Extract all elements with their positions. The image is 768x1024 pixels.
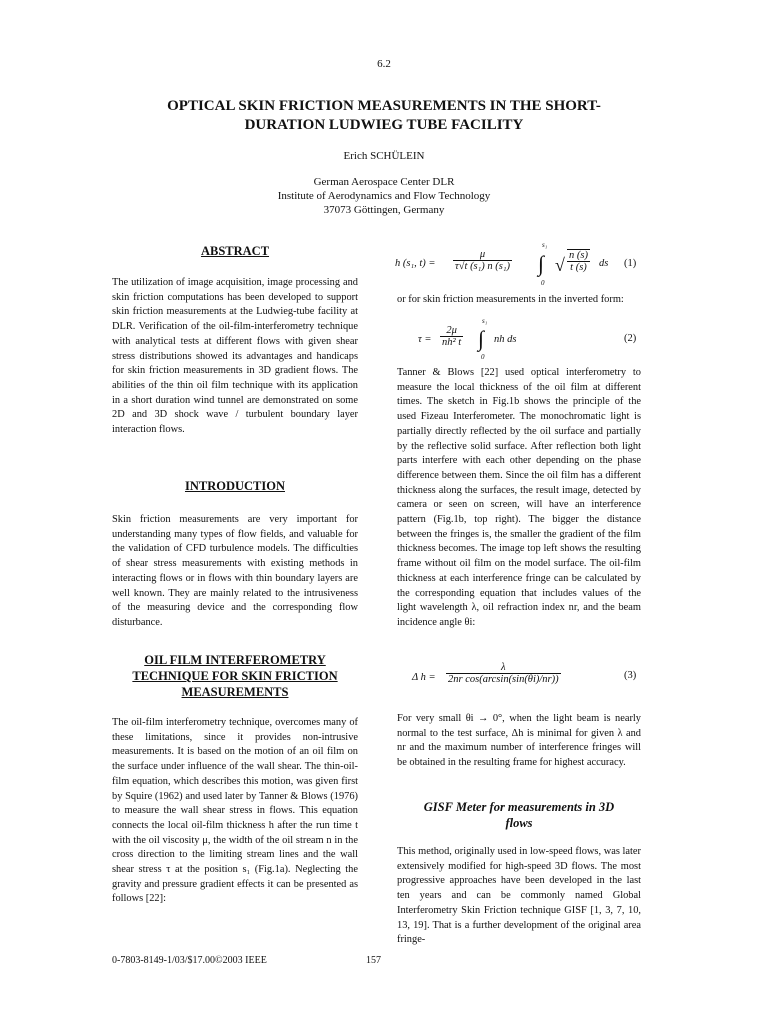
eq2-numerator: 2μ	[440, 325, 463, 337]
affiliation-line: Institute of Aerodynamics and Flow Technology	[277, 190, 491, 202]
eq1-root-denominator: t (s)	[570, 262, 587, 273]
eq1-root-numerator: n (s)	[569, 250, 588, 261]
eq2-number: (2)	[624, 333, 637, 344]
right-paragraph-3	[397, 712, 641, 771]
abstract-paragraph: The utilization of image acquisition, image processing and skin friction computations has been developed to support skin friction measurements at the Ludwieg-tube facility at DLR. Verification of the oil-film-interferometry technique with analytical tests at different flows with given shear stress distributions showed its advantages and handicaps for skin friction measurements in 3D gradient flows. The abilities of the thin oil film technique with its application in a short duration wind tunnel are demonstrated on some 2D and 3D shock wave / turbulent boundary layer interaction flows.	[112, 277, 358, 436]
eq1-fraction	[453, 249, 512, 272]
oil-heading-line-3: MEASUREMENTS	[181, 685, 289, 699]
eq1-integral-sign: ∫	[538, 251, 545, 276]
eq1-root-fraction	[567, 249, 590, 273]
affiliation-line: German Aerospace Center DLR	[313, 176, 455, 188]
abstract-heading: ABSTRACT	[200, 244, 270, 258]
eq1-lhs: h (s₁, t) =	[395, 258, 436, 269]
eq2-lhs: τ =	[418, 334, 432, 345]
interferometry-text: Tanner & Blows [22] used optical interferometry to measure the local thickness of the oil film at different times. The sketch in Fig.1b shows the principle of the used Fizeau Interferometer. The monochromatic light is partially directly reflected by the oil surface and partially by the reflective solid surface. After reflection both light parts interfere with each other depending on the phase difference between them. Since the oil film has a different thickness along the surfaces, the result image, detected by camera or seen on screen, will have an interference pattern (Fig.1b, top right). The bigger the distance between the fringes is, the smaller the gradient of the film thickness becomes. The image top left shows the resulting frame without oil film on the model surface. The oil-film thickness at each interference fringe can be calculated by the corresponding equation that includes values of the light wavelength λ, oil refraction index nr, and the beam incidence angle θi:	[397, 367, 641, 628]
paper-title	[100, 97, 668, 135]
oil-film-text	[112, 716, 358, 907]
eq1-ds: ds	[599, 258, 609, 269]
title-line-1: OPTICAL SKIN FRICTION MEASUREMENTS IN THE SHORT-	[167, 98, 601, 114]
equation-1	[395, 241, 615, 289]
eq2-tail: nh ds	[494, 334, 517, 345]
eq1-root-sign: √	[555, 255, 565, 275]
gisf-heading	[397, 799, 641, 831]
affiliation	[0, 175, 768, 217]
eq2-lower-limit: 0	[481, 353, 485, 361]
eq3-denominator: 2nr cos(arcsin(sin(θi)/nr))	[448, 674, 559, 685]
eq3-numerator: λ	[446, 662, 561, 674]
eq3-number: (3)	[624, 670, 637, 681]
oil-film-heading	[112, 652, 358, 700]
right-paragraph-2	[397, 366, 641, 631]
header-page-number: 6.2	[377, 58, 391, 70]
footer-isbn: 0-7803-8149-1/03/$17.00©2003 IEEE	[112, 955, 267, 966]
equation-2	[418, 317, 538, 361]
eq3-fraction	[446, 662, 561, 685]
eq2-fraction	[440, 325, 463, 348]
inverted-form-text: or for skin friction measurements in the inverted form:	[397, 294, 624, 305]
eq3-lhs: Δ h =	[412, 672, 436, 683]
equation-3	[412, 662, 612, 702]
eq1-numerator: μ	[453, 249, 512, 261]
oil-film-paragraph: The oil-film interferometry technique, overcomes many of these limitations, since it provides non-intrusive measurements. It is based on the motion of an oil film on the surface under influence of the wall shear. The thin-oil-film equation, which describes this motion, was given first by Squire (1962) and used later by Tanner & Blows (1976) to measure the wall shear stress in flows. This equation connects the local oil-film thickness h after the run time t with the oil viscosity μ, the width of the oil stream n in the cross direction to the limiting stream lines and the wall shear stress τ at the position s₁ (Fig.1a). Neglecting the gravity and pressure gradient effects it can be presented as follows [22]:	[112, 717, 358, 905]
small-angle-text: For very small θi → 0°, when the light beam is nearly normal to the test surface, Δh is minimal for given λ and nr and the maximum number of interference fringes will be obtained in the resulting frame for highest accuracy.	[397, 713, 641, 769]
right-paragraph-1	[397, 293, 641, 308]
introduction-text	[112, 513, 358, 631]
introduction-paragraph: Skin friction measurements are very important for understanding many types of flow fields, and valuable for the validation of CFD turbulence models. The difficulties of shear stress measurements with existing methods in interacting flows or in flows with thin boundary layers are well known. They are mainly related to the intrusiveness of the measuring device and the corresponding flow disturbance.	[112, 514, 358, 628]
abstract-text	[112, 276, 358, 438]
oil-heading-line-1: OIL FILM INTERFEROMETRY	[144, 653, 326, 667]
gisf-heading-line-1: GISF Meter for measurements in 3D	[423, 800, 615, 814]
eq2-denominator: nh² t	[442, 337, 462, 348]
eq1-number: (1)	[624, 258, 637, 269]
eq2-upper-limit: s₁	[482, 317, 488, 325]
introduction-heading: INTRODUCTION	[184, 479, 285, 493]
affiliation-line: 37073 Göttingen, Germany	[323, 204, 445, 216]
eq2-integral-sign: ∫	[478, 326, 485, 351]
title-line-2: DURATION LUDWIEG TUBE FACILITY	[244, 117, 524, 133]
gisf-text	[397, 845, 641, 948]
eq1-upper-limit: s₁	[542, 241, 548, 249]
gisf-paragraph: This method, originally used in low-speed flows, was later extensively modified for high-speed 3D flows. The most progressive approaches have been developed in the last ten years and can be commonly named Global Interferometry Skin Friction technique GISF [1, 3, 7, 10, 13, 19]. That is a further development of the original area fringe-	[397, 846, 641, 946]
eq1-lower-limit: 0	[541, 279, 545, 287]
author-name: Erich SCHÜLEIN	[343, 150, 425, 162]
oil-heading-line-2: TECHNIQUE FOR SKIN FRICTION	[132, 669, 338, 683]
gisf-heading-line-2: flows	[505, 816, 533, 830]
eq1-denominator: τ√t (s₁) n (s₁)	[455, 261, 511, 272]
footer-page-number: 157	[366, 955, 381, 966]
